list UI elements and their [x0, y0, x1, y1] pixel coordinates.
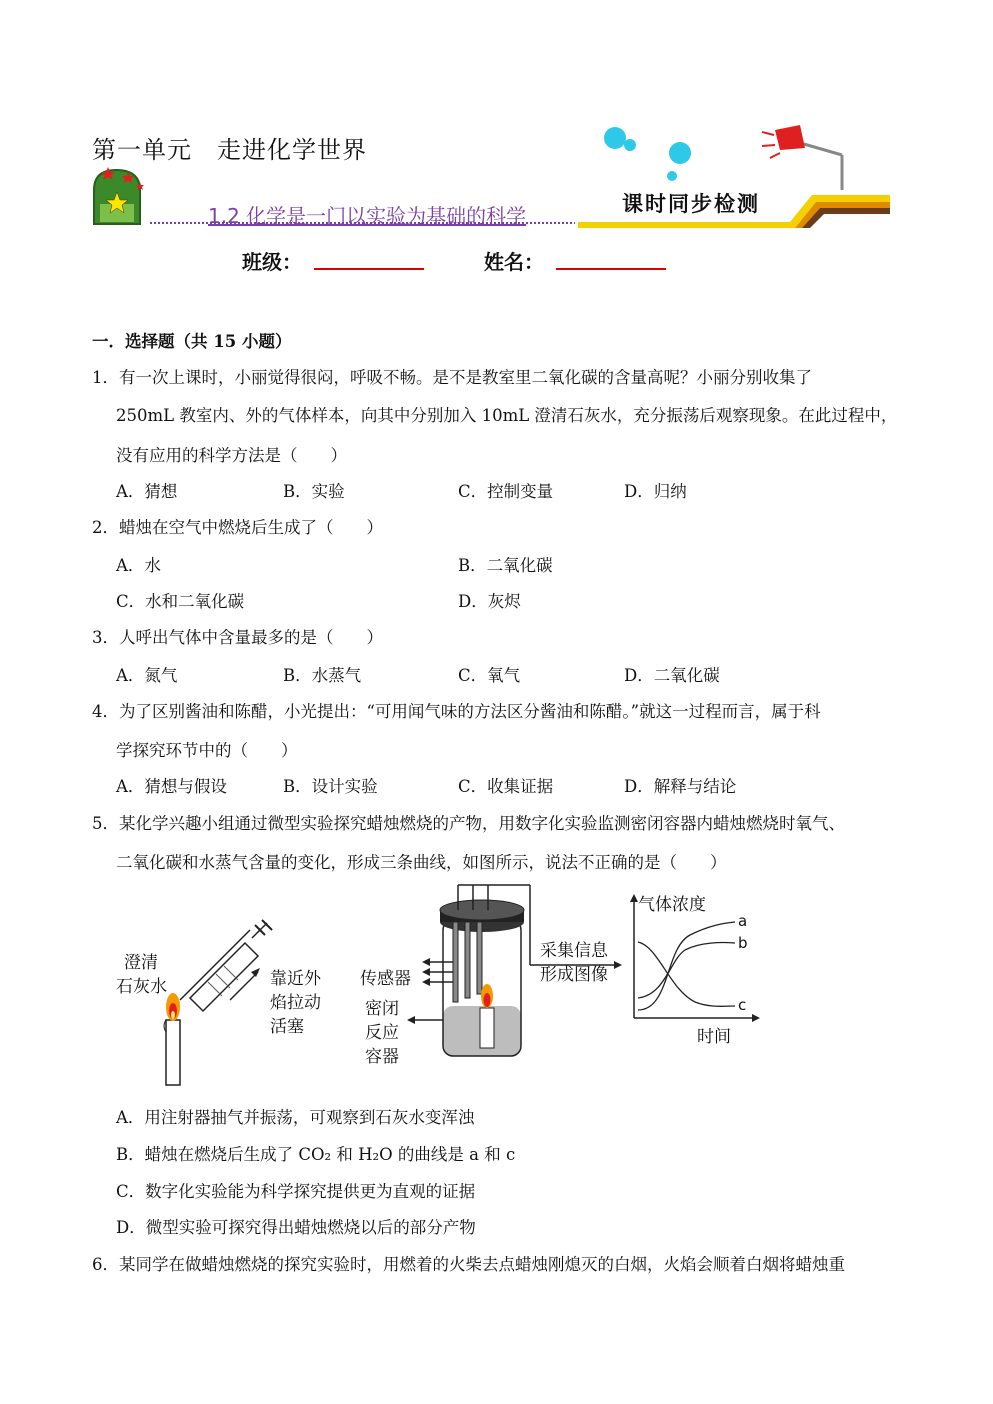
figure-label-container: 容器	[365, 1047, 399, 1067]
figure-label-clear: 澄清	[124, 953, 158, 973]
question-1-line-1: 1．有一次上课时，小丽觉得很闷，呼吸不畅。是不是教室里二氧化碳的含量高呢？小丽分别收集了	[92, 368, 812, 387]
class-field[interactable]	[314, 246, 424, 270]
figure-label-image: 形成图像	[540, 965, 608, 985]
class-label: 班级：	[242, 250, 302, 274]
question-4-option-d[interactable]: D．解释与结论	[624, 777, 737, 796]
graph-x-axis-label: 时间	[697, 1027, 731, 1047]
curve-a-label: a	[738, 912, 748, 930]
curve-b-label: b	[738, 934, 748, 952]
question-4-line-1: 4．为了区别酱油和陈醋，小光提出：“可用闻气味的方法区分酱油和陈醋。”就这一过程而言，属于科	[92, 702, 821, 721]
question-1-option-a[interactable]: A．猜想	[116, 482, 178, 501]
question-3-line-1: 3．人呼出气体中含量最多的是（ ）	[92, 628, 383, 647]
figure-label-pull-1: 靠近外	[270, 969, 321, 989]
syringe-icon	[180, 920, 272, 1011]
question-4-option-b[interactable]: B．设计实验	[283, 777, 378, 796]
question-5-option-a[interactable]: A．用注射器抽气并振荡，可观察到石灰水变浑浊	[116, 1108, 475, 1127]
unit-title: 第一单元 走进化学世界	[92, 136, 367, 164]
star-badge-icon	[94, 167, 144, 224]
question-2-option-a[interactable]: A．水	[116, 556, 161, 575]
question-2-option-c[interactable]: C．水和二氧化碳	[116, 592, 245, 611]
question-5-option-c[interactable]: C．数字化实验能为科学探究提供更为直观的证据	[116, 1182, 476, 1201]
figure-label-sensor: 传感器	[360, 969, 411, 989]
question-1-option-d[interactable]: D．归纳	[624, 482, 687, 501]
figure-label-limewater: 石灰水	[116, 977, 167, 997]
figure-label-sealed: 密闭	[365, 999, 399, 1019]
graph-y-axis-label: 气体浓度	[638, 895, 706, 915]
experiment-figure	[110, 880, 770, 1090]
question-1-option-c[interactable]: C．控制变量	[458, 482, 554, 501]
question-1-line-2: 250mL 教室内、外的气体样本，向其中分别加入 10mL 澄清石灰水，充分振荡后观察现象。在此过程中，	[116, 406, 898, 425]
figure-label-reaction: 反应	[365, 1023, 399, 1043]
question-5-option-d[interactable]: D．微型实验可探究得出蜡烛燃烧以后的部分产物	[116, 1218, 476, 1237]
question-5-option-b[interactable]: B．蜡烛在燃烧后生成了 CO₂ 和 H₂O 的曲线是 a 和 c	[116, 1145, 516, 1164]
question-6-line-1: 6．某同学在做蜡烛燃烧的探究实验时，用燃着的火柴去点蜡烛刚熄灭的白烟，火焰会顺着白烟将蜡烛重	[92, 1255, 845, 1274]
figure-label-collect: 采集信息	[540, 941, 608, 961]
name-field[interactable]	[556, 246, 666, 270]
figure-label-pull-3: 活塞	[270, 1017, 304, 1037]
question-3-option-c[interactable]: C．氧气	[458, 666, 521, 685]
question-1-option-b[interactable]: B．实验	[283, 482, 345, 501]
question-1-line-3: 没有应用的科学方法是（ ）	[116, 446, 347, 465]
question-3-option-a[interactable]: A．氮气	[116, 666, 178, 685]
question-4-option-c[interactable]: C．收集证据	[458, 777, 554, 796]
name-label: 姓名：	[484, 250, 544, 274]
figure-label-pull-2: 焰拉动	[270, 993, 321, 1013]
question-2-option-d[interactable]: D．灰烬	[458, 592, 521, 611]
curve-c-label: c	[738, 996, 747, 1014]
question-3-option-b[interactable]: B．水蒸气	[283, 666, 362, 685]
question-5-line-2: 二氧化碳和水蒸气含量的变化，形成三条曲线，如图所示，说法不正确的是（ ）	[116, 853, 727, 872]
curve-b	[638, 943, 735, 998]
candle-icon	[164, 993, 180, 1085]
curve-c	[638, 942, 735, 1006]
section-heading: 一．选择题（共 15 小题）	[92, 332, 292, 351]
question-5-line-1: 5．某化学兴趣小组通过微型实验探究蜡烛燃烧的产物，用数字化实验监测密闭容器内蜡烛燃烧时氧气、	[92, 814, 845, 833]
question-2-line-1: 2．蜡烛在空气中燃烧后生成了（ ）	[92, 518, 383, 537]
question-4-line-2: 学探究环节中的（ ）	[116, 741, 298, 760]
badge-label: 课时同步检测	[622, 192, 760, 216]
sealed-container-icon	[440, 885, 530, 1056]
question-4-option-a[interactable]: A．猜想与假设	[116, 777, 227, 796]
lesson-title: 1.2 化学是一门以实验为基础的科学	[208, 204, 527, 228]
lamp-icon	[762, 125, 842, 190]
question-3-option-d[interactable]: D．二氧化碳	[624, 666, 720, 685]
question-2-option-b[interactable]: B．二氧化碳	[458, 556, 553, 575]
